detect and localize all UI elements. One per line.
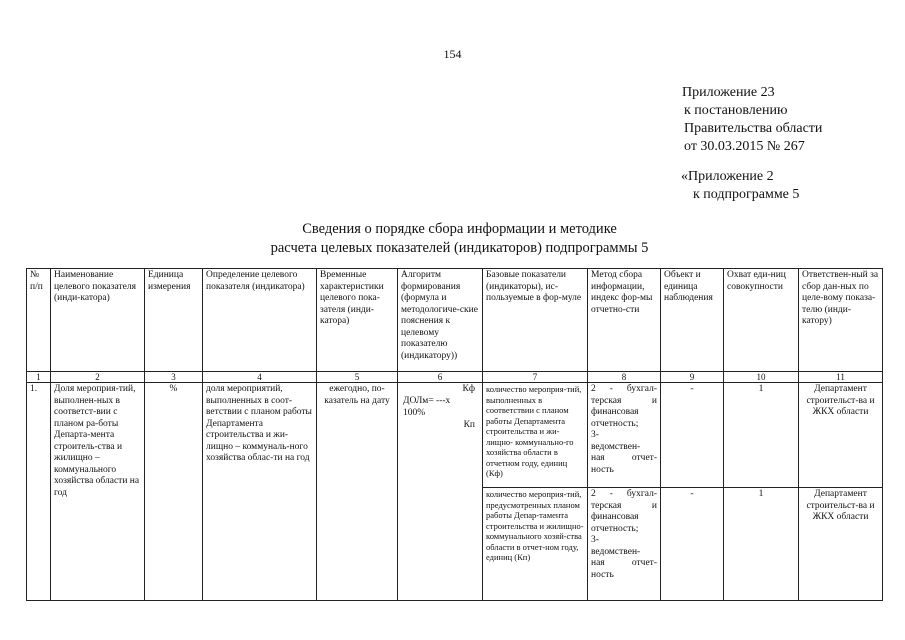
appendix-line: к постановлению [684, 103, 788, 118]
responsible: Департамент строительст-ва и ЖКХ области [799, 383, 883, 488]
column-number: 4 [203, 372, 317, 383]
header-cell: Определение целевого показателя (индикатора) [203, 269, 317, 372]
column-number: 1 [27, 372, 51, 383]
column-number: 8 [588, 372, 661, 383]
appendix-line: Правительства области [684, 121, 823, 136]
header-cell: Наименование целевого показателя (инди-катора) [51, 269, 145, 372]
observation-object: - [661, 488, 724, 601]
column-number: 7 [483, 372, 588, 383]
indicator-definition: доля мероприятий, выполненных в соот-ветствии с планом работы Департамента строительства и жи-лищно – коммуналь-ного хозяйства облас-ти на год [203, 383, 317, 601]
row-number: 1. [27, 383, 51, 601]
header-cell: Алгоритм формирования (формула и методологиче-ские пояснения к целевому показателю (индикатору)) [398, 269, 483, 372]
appendix2-block [681, 168, 799, 204]
table-header-row [27, 269, 883, 372]
column-number: 3 [145, 372, 203, 383]
method-line: ность [591, 464, 614, 475]
column-number: 10 [724, 372, 799, 383]
method-line: ведомствен- [591, 546, 641, 557]
header-cell: Охват еди-ниц совокупности [724, 269, 799, 372]
method-line: финансовая [591, 407, 639, 417]
column-number-row [27, 372, 883, 383]
responsible: Департамент строительст-ва и ЖКХ области [799, 488, 883, 601]
column-number: 11 [799, 372, 883, 383]
appendix-line: Приложение 23 [682, 85, 775, 100]
method-line: 3- [591, 430, 599, 440]
formula-denominator: Кп [463, 420, 475, 430]
indicators-table [26, 268, 883, 601]
coverage: 1 [724, 383, 799, 488]
method-line: отчетность; [591, 523, 639, 534]
header-cell: Метод сбора информации, индекс фор-мы отчетно-сти [588, 269, 661, 372]
method-line: финансовая [591, 512, 639, 522]
header-cell: Единица измерения [145, 269, 203, 372]
column-number: 2 [51, 372, 145, 383]
appendix-block [682, 84, 822, 156]
header-cell: Базовые показатели (индикаторы), ис-пользуемые в фор-муле [483, 269, 588, 372]
method-line: терская и [591, 395, 657, 406]
method-line: ная отчет- [591, 453, 657, 463]
header-cell: Временные характеристики целевого пока-зателя (инди-катора) [317, 269, 398, 372]
header-cell: Объект и единица наблюдения [661, 269, 724, 372]
title-line: расчета целевых показателей (индикаторов) подпрограммы 5 [270, 240, 649, 256]
column-number: 9 [661, 372, 724, 383]
base-indicator: количество мероприя-тий, выполненных в соответствии с планом работы Департамента строительства и жи-лищно- коммунально-го хозяйства области в отчетном году, единиц (Кф) [483, 383, 588, 488]
page-number: 154 [443, 47, 462, 61]
title-line: Сведения о порядке сбора информации и методике [302, 221, 617, 237]
formula-percent: 100% [403, 408, 426, 418]
header-cell: № п/п [27, 269, 51, 372]
method-line: ведомствен- [591, 441, 641, 452]
appendix2-line: «Приложение 2 [681, 169, 774, 184]
formula-block [401, 384, 479, 430]
indicator-unit: % [145, 383, 203, 601]
table-row [27, 383, 883, 488]
method-line: 2 - бухгал- [591, 384, 657, 394]
indicator-name: Доля мероприя-тий, выполнен-ных в соответст-вии с планом ра-боты Департа-мента строитель-ства и жилищно – коммунального хозяйства области на год [51, 383, 145, 601]
method-line: ная отчет- [591, 558, 657, 568]
method-line: 3- [591, 535, 599, 545]
method-line: ность [591, 569, 614, 580]
indicator-time: ежегодно, по-казатель на дату [317, 383, 398, 601]
formula-numerator: Кф [462, 384, 475, 394]
formula-equation: ДОЛм= ---х [403, 396, 451, 406]
appendix-line: от 30.03.2015 № 267 [684, 139, 805, 154]
collection-method [588, 383, 661, 488]
method-line: 2 - бухгал- [591, 489, 657, 499]
coverage: 1 [724, 488, 799, 601]
header-cell: Ответствен-ный за сбор дан-ных по целе-вому показа-телю (инди-катору) [799, 269, 883, 372]
collection-method [588, 488, 661, 601]
column-number: 5 [317, 372, 398, 383]
method-line: отчетность; [591, 418, 639, 429]
observation-object: - [661, 383, 724, 488]
document-title [0, 220, 905, 258]
method-line: терская и [591, 500, 657, 511]
indicator-formula [398, 383, 483, 601]
base-indicator: количество мероприя-тий, предусмотренных планом работы Депар-тамента строительства и жилищно-коммунального хозяй-ства области в отчет-ном году, единиц (Кп) [483, 488, 588, 601]
appendix2-line: к подпрограмме 5 [693, 187, 800, 202]
column-number: 6 [398, 372, 483, 383]
